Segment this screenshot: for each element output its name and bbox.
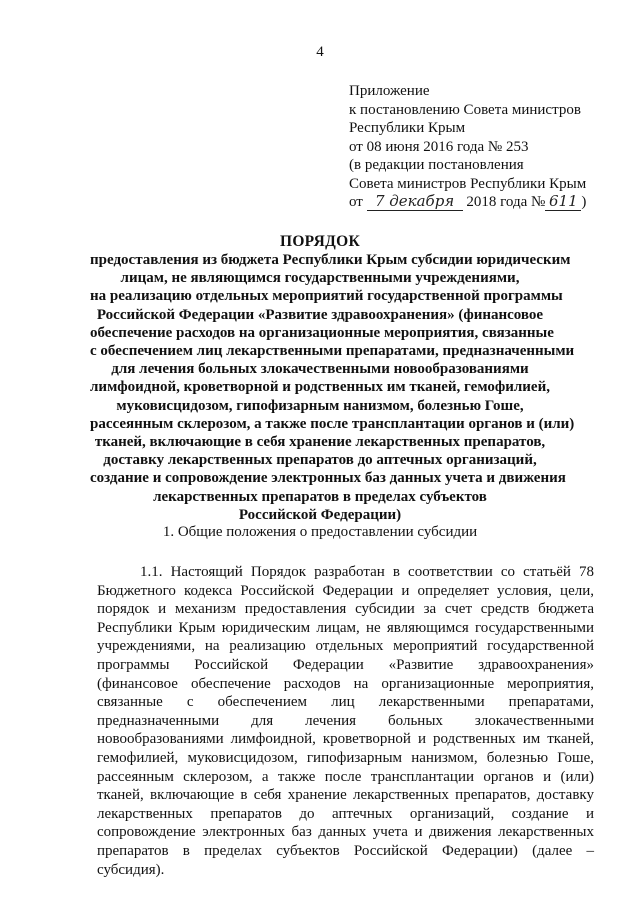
body-line: предназначенными для лечения больных злокачественными	[97, 712, 594, 729]
body-line: связанные с обеспечением лиц лекарственными препаратами,	[97, 694, 594, 711]
body-line: программы Российской Федерации «Развитие здравоохранения»	[97, 656, 594, 673]
heading-line: муковисцидозом, гипофизарным нанизмом, болезнью Гоше,	[116, 397, 524, 414]
document-heading	[90, 251, 575, 524]
heading-line: обеспечение расходов на организационные мероприятия, связанные	[90, 324, 554, 341]
document-title: ПОРЯДОК	[279, 233, 361, 250]
heading-line: создание и сопровождение электронных баз данных учета и движения	[90, 470, 566, 487]
body-line: порядок и механизм предоставления субсидии за счет средств бюджета	[97, 601, 594, 618]
appendix-line-4: от 08 июня 2016 года № 253	[349, 138, 529, 155]
appendix-line-7	[349, 193, 586, 212]
appendix-line-1: Приложение	[349, 83, 430, 99]
handwritten-number	[545, 194, 581, 211]
appendix-line-6: Совета министров Республики Крым	[349, 175, 587, 192]
heading-line: доставку лекарственных препаратов до аптечных организаций,	[103, 452, 537, 469]
body-line: Бюджетного кодекса Российской Федерации и определяет условия, цели,	[97, 582, 594, 599]
page-number: 4	[316, 44, 324, 60]
body-line: учреждениями, на реализацию отдельных мероприятий государственной	[97, 638, 594, 655]
heading-line: лимфоидной, кроветворной и родственных им тканей, гемофилией,	[90, 379, 550, 396]
handwritten-date-text: 7 декабря	[374, 192, 455, 210]
year-text: 2018 года №	[466, 194, 546, 210]
heading-line: на реализацию отдельных мероприятий государственной программы	[90, 288, 563, 305]
appendix-line-5: (в редакции постановления	[349, 157, 524, 173]
heading-line: лицам, не являющимся государственными учреждениями,	[120, 270, 520, 287]
body-line: сопровождение электронных баз данных учета и движения лекарственных	[97, 824, 594, 841]
body-line: рассеянным склерозом, а также после трансплантации органов и (или)	[97, 768, 594, 785]
body-line: лекарственных препаратов до аптечных организаций, создание и	[97, 805, 594, 822]
heading-line: с обеспечением лиц лекарственными препаратами, предназначенными	[90, 343, 575, 360]
heading-line: тканей, включающие в себя хранение лекарственных препаратов,	[94, 434, 546, 451]
body-line: субсидия).	[97, 861, 165, 878]
heading-line: Российской Федерации «Развитие здравоохранения» (финансовое	[96, 306, 544, 323]
body-line: тканей, включающие в себя хранение лекарственных препаратов, доставку	[97, 787, 594, 804]
body-line: Республики Крым юридическим лицам, не являющимся государственными	[97, 619, 594, 636]
appendix-block	[349, 82, 586, 212]
appendix-line-3: Республики Крым	[349, 120, 466, 136]
handwritten-number-text: 611	[548, 192, 578, 210]
body-line: препаратов в пределах субъектов Российской Федерации) (далее –	[97, 842, 594, 859]
closing-paren: )	[581, 194, 587, 210]
body-line: новообразованиями лимфоидной, кроветворной и родственных им тканей,	[97, 731, 594, 748]
heading-line: для лечения больных злокачественными новообразованиями	[111, 361, 529, 378]
appendix-line-2: к постановлению Совета министров	[349, 101, 581, 118]
heading-line: рассеянным склерозом, а также после трансплантации органов и (или)	[90, 415, 575, 432]
heading-line: лекарственных препаратов в пределах субъектов	[153, 488, 487, 505]
section-title: 1. Общие положения о предоставлении субсидии	[162, 524, 478, 540]
body-paragraph	[97, 563, 594, 879]
date-prefix: от	[349, 194, 363, 210]
handwritten-date	[367, 194, 463, 211]
body-line: 1.1. Настоящий Порядок разработан в соответствии со статьёй 78	[140, 564, 594, 580]
body-line: (финансовое обеспечение расходов на организационные мероприятия,	[97, 675, 594, 692]
heading-line: Российской Федерации)	[238, 506, 402, 523]
body-line: гемофилией, муковисцидозом, гипофизарным нанизмом, болезнью Гоше,	[97, 749, 594, 766]
heading-line: предоставления из бюджета Республики Крым субсидии юридическим	[90, 252, 571, 268]
